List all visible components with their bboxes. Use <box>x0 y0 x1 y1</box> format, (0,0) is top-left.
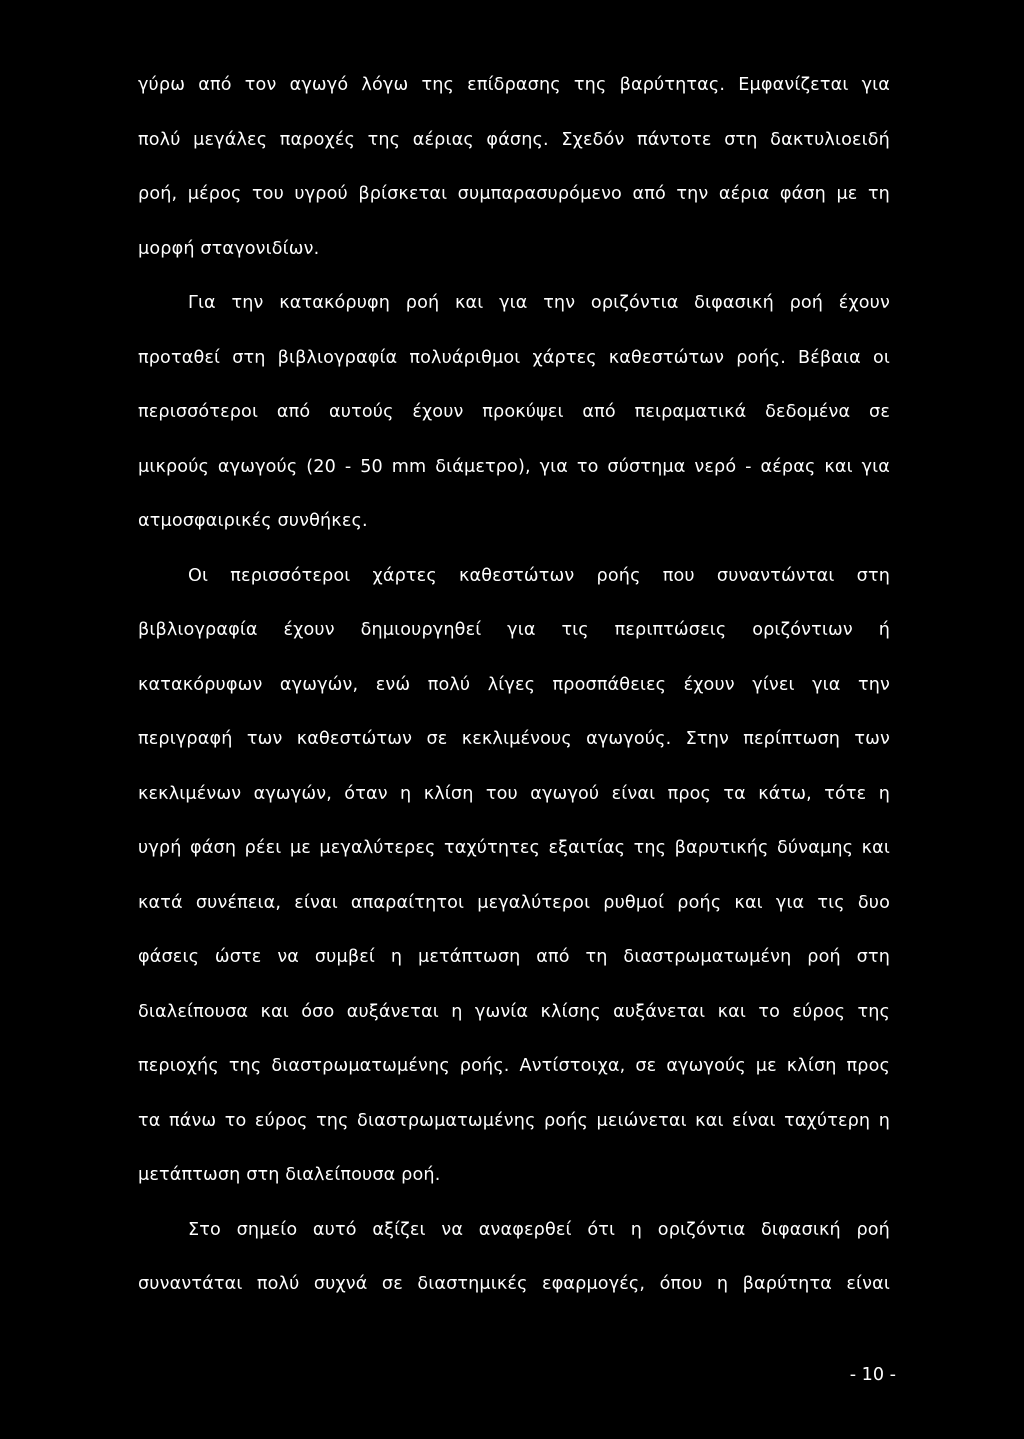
text-line: βιβλιογραφία έχουν δημιουργηθεί για τις περιπτώσεις οριζόντιων ή <box>138 620 890 640</box>
text-line: τα πάνω το εύρος της διαστρωματωμένης ροής μειώνεται και είναι ταχύτερη η <box>138 1110 890 1131</box>
text-line: πολύ μεγάλες παροχές της αέριας φάσης. Σχεδόν πάντοτε στη δακτυλιοειδή <box>138 129 890 150</box>
text-line: κεκλιμένων αγωγών, όταν η κλίση του αγωγού είναι προς τα κάτω, τότε η <box>138 783 890 804</box>
document-body <box>138 58 890 1312</box>
text-line: προταθεί στη βιβλιογραφία πολυάριθμοι χάρτες καθεστώτων ροής. Βέβαια οι <box>138 347 890 368</box>
text-line: φάσεις ώστε να συμβεί η μετάπτωση από τη διαστρωματωμένη ροή στη <box>138 947 890 967</box>
page-number: - 10 - <box>849 1365 896 1385</box>
text-line: κατά συνέπεια, είναι απαραίτητοι μεγαλύτεροι ρυθμοί ροής και για τις δυο <box>138 892 890 913</box>
text-line: ροή, μέρος του υγρού βρίσκεται συμπαρασυρόμενο από την αέρια φάση με τη <box>138 184 890 204</box>
text-line: γύρω από τον αγωγό λόγω της επίδρασης της βαρύτητας. Εμφανίζεται για <box>138 75 890 95</box>
text-line: μορφή σταγονιδίων. <box>138 238 320 259</box>
paragraph <box>138 276 890 549</box>
text-line: διαλείπουσα και όσο αυξάνεται η γωνία κλίσης αυξάνεται και το εύρος της <box>138 1001 890 1022</box>
text-line: μετάπτωση στη διαλείπουσα ροή. <box>138 1165 441 1185</box>
text-line: περιγραφή των καθεστώτων σε κεκλιμένους αγωγούς. Στην περίπτωση των <box>138 729 890 749</box>
text-line: περισσότεροι από αυτούς έχουν προκύψει από πειραματικά δεδομένα σε <box>138 402 890 422</box>
text-line: περιοχής της διαστρωματωμένης ροής. Αντίστοιχα, σε αγωγούς με κλίση προς <box>138 1056 890 1076</box>
text-line: Οι περισσότεροι χάρτες καθεστώτων ροής που συναντώνται στη <box>188 565 890 586</box>
text-line: Στο σημείο αυτό αξίζει να αναφερθεί ότι η οριζόντια διφασική ροή <box>188 1219 890 1240</box>
text-line: ατμοσφαιρικές συνθήκες. <box>138 511 368 531</box>
text-line: Για την κατακόρυφη ροή και για την οριζόντια διφασική ροή έχουν <box>188 293 890 313</box>
text-line: υγρή φάση ρέει με μεγαλύτερες ταχύτητες εξαιτίας της βαρυτικής δύναμης και <box>138 838 890 858</box>
paragraph <box>138 549 890 1203</box>
text-line: κατακόρυφων αγωγών, ενώ πολύ λίγες προσπάθειες έχουν γίνει για την <box>138 674 890 695</box>
text-line: συναντάται πολύ συχνά σε διαστημικές εφαρμογές, όπου η βαρύτητα είναι <box>138 1274 890 1294</box>
text-line: μικρούς αγωγούς (20 - 50 mm διάμετρο), για το σύστημα νερό - αέρας και για <box>138 456 890 477</box>
paragraph <box>138 58 890 276</box>
paragraph <box>138 1203 890 1312</box>
